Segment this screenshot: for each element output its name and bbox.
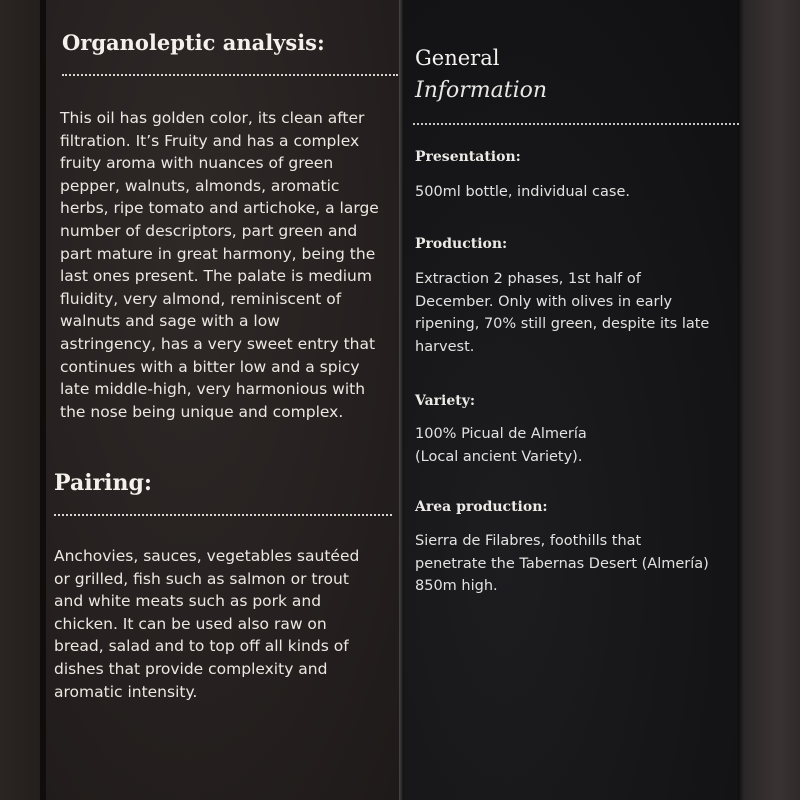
text-line: December. Only with olives in early	[415, 293, 673, 310]
text-line: the nose being unique and complex.	[60, 402, 344, 421]
area-production-text	[415, 530, 737, 598]
pairing-heading: Pairing:	[54, 470, 153, 496]
text-line: ripening, 70% still green, despite its late	[415, 316, 710, 332]
text-line: (Local ancient Variety).	[415, 448, 583, 465]
area-production-label: Area production:	[415, 499, 548, 515]
text-line: part mature in great harmony, being the	[60, 244, 376, 263]
presentation-text	[415, 181, 737, 204]
general-divider	[413, 123, 739, 125]
text-line: 850m high.	[415, 578, 498, 594]
organoleptic-divider	[62, 74, 398, 76]
organoleptic-text	[60, 107, 400, 423]
text-line: harvest.	[415, 338, 475, 355]
variety-label: Variety:	[415, 393, 476, 409]
text-line: 100% Picual de Almería	[415, 426, 587, 442]
text-line: fruity aroma with nuances of green	[60, 154, 334, 173]
text-line: bread, salad and to top off all kinds of	[54, 637, 349, 656]
text-line: chicken. It can be used also raw on	[54, 614, 327, 633]
text-line: walnuts and sage with a low	[60, 312, 280, 331]
text-line: or grilled, fish such as salmon or trout	[54, 569, 349, 588]
text-line: Anchovies, sauces, vegetables sautéed	[54, 547, 360, 565]
text-line: astringency, has a very sweet entry that	[60, 334, 376, 353]
production-label: Production:	[415, 236, 508, 252]
presentation-label: Presentation:	[415, 149, 521, 165]
text-line: filtration. It’s Fruity and has a complex	[60, 131, 360, 150]
text-line: This oil has golden color, its clean after	[60, 109, 365, 127]
text-line: and white meats such as pork and	[54, 592, 322, 611]
variety-text	[415, 423, 737, 468]
text-line: fluidity, very almond, reminiscent of	[60, 289, 342, 308]
text-line: Extraction 2 phases, 1st half of	[415, 271, 641, 287]
text-line: 500ml bottle, individual case.	[415, 184, 630, 200]
text-line: aromatic intensity.	[54, 682, 198, 701]
text-line: herbs, ripe tomato and artichoke, a large	[60, 199, 379, 218]
text-line: pepper, walnuts, almonds, aromatic	[60, 176, 340, 195]
pairing-divider	[54, 514, 392, 516]
box-edge-right	[738, 0, 800, 800]
text-line: penetrate the Tabernas Desert (Almería)	[415, 555, 709, 572]
text-line: number of descriptors, part green and	[60, 221, 358, 240]
text-line: Sierra de Filabres, foothills that	[415, 533, 642, 549]
pairing-text	[54, 545, 394, 703]
information-title: Information	[415, 78, 548, 103]
text-line: last ones present. The palate is medium	[60, 267, 372, 286]
general-title: General	[415, 46, 500, 70]
text-line: dishes that provide complexity and	[54, 659, 328, 678]
organoleptic-heading: Organoleptic analysis:	[62, 30, 325, 55]
text-line: late middle-high, very harmonious with	[60, 380, 366, 399]
production-text	[415, 268, 737, 358]
text-line: continues with a bitter low and a spicy	[60, 357, 360, 376]
